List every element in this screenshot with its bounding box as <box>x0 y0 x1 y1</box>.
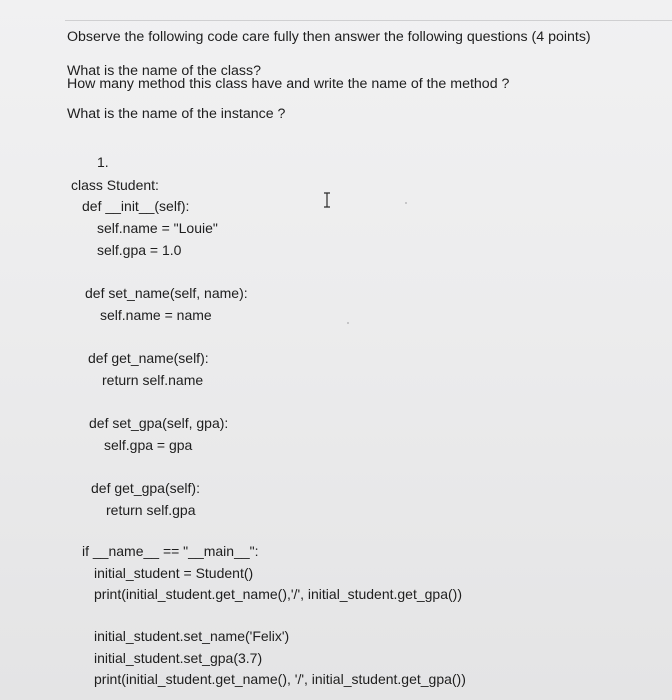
question-methods: How many method this class have and write the name of the method ? <box>67 76 510 92</box>
background-speck <box>405 202 407 204</box>
code-set-gpa-def: def set_gpa(self, gpa): <box>89 415 229 431</box>
code-init-def: def __init__(self): <box>82 198 190 214</box>
code-main-print-2: print(initial_student.get_name(), '/', initial_student.get_gpa()) <box>94 671 466 687</box>
code-main-print-1: print(initial_student.get_name(),'/', initial_student.get_gpa()) <box>94 586 462 602</box>
question-class-name: What is the name of the class? <box>67 63 261 79</box>
background-speck <box>347 322 349 324</box>
code-get-name-body: return self.name <box>102 372 204 388</box>
code-get-gpa-def: def get_gpa(self): <box>91 480 200 496</box>
code-get-gpa-body: return self.gpa <box>106 502 196 518</box>
code-main-create-instance: initial_student = Student() <box>94 565 254 581</box>
code-set-name-def: def set_name(self, name): <box>85 285 248 301</box>
question-instruction: Observe the following code care fully then answer the following questions (4 points) <box>67 29 591 45</box>
code-main-set-gpa: initial_student.set_gpa(3.7) <box>94 650 263 666</box>
code-get-name-def: def get_name(self): <box>88 350 209 366</box>
code-number: 1. <box>97 154 109 170</box>
code-main-if: if __name__ == "__main__": <box>82 543 259 559</box>
code-set-gpa-body: self.gpa = gpa <box>104 437 193 453</box>
question-instance: What is the name of the instance ? <box>67 106 286 122</box>
code-class-declaration: class Student: <box>71 177 159 193</box>
code-main-set-name: initial_student.set_name('Felix') <box>94 628 290 644</box>
top-divider <box>65 20 672 21</box>
code-init-name: self.name = "Louie" <box>97 220 218 236</box>
text-cursor-icon <box>322 192 332 208</box>
code-set-name-body: self.name = name <box>100 307 212 323</box>
code-init-gpa: self.gpa = 1.0 <box>97 242 182 258</box>
